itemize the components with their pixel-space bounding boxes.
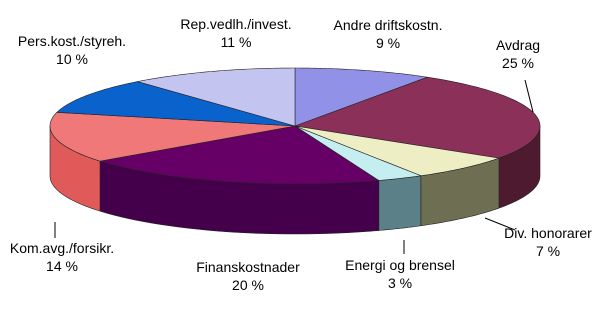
slice-value-andre-driftskostn: 9 % (375, 35, 401, 51)
slice-value-div-honorarer: 7 % (535, 243, 561, 259)
slice-side-energi-og-brensel (379, 176, 421, 231)
slice-label-pers-kost-styreh: Pers.kost./styreh. (17, 33, 127, 49)
slice-value-pers-kost-styreh: 10 % (56, 51, 88, 67)
slice-label-avdrag: Avdrag (495, 37, 541, 53)
slice-label-kom-avg-forsikr: Kom.avg./forsikr. (9, 240, 115, 256)
slice-label-energi-og-brensel: Energi og brensel (345, 257, 455, 273)
slice-value-avdrag: 25 % (502, 55, 534, 71)
pie-tops (50, 68, 540, 184)
slice-value-rep-vedlh-invest: 11 % (220, 34, 252, 50)
slice-label-rep-vedlh-invest: Rep.vedlh./invest. (180, 16, 292, 32)
slice-label-div-honorarer: Div. honorarer (504, 225, 592, 241)
slice-value-kom-avg-forsikr: 14 % (46, 258, 78, 274)
slice-label-finanskostnader: Finanskostnader (196, 259, 300, 275)
slice-value-finanskostnader: 20 % (232, 277, 264, 293)
slice-label-andre-driftskostn: Andre driftskostn. (333, 17, 443, 33)
slice-value-energi-og-brensel: 3 % (387, 275, 413, 291)
